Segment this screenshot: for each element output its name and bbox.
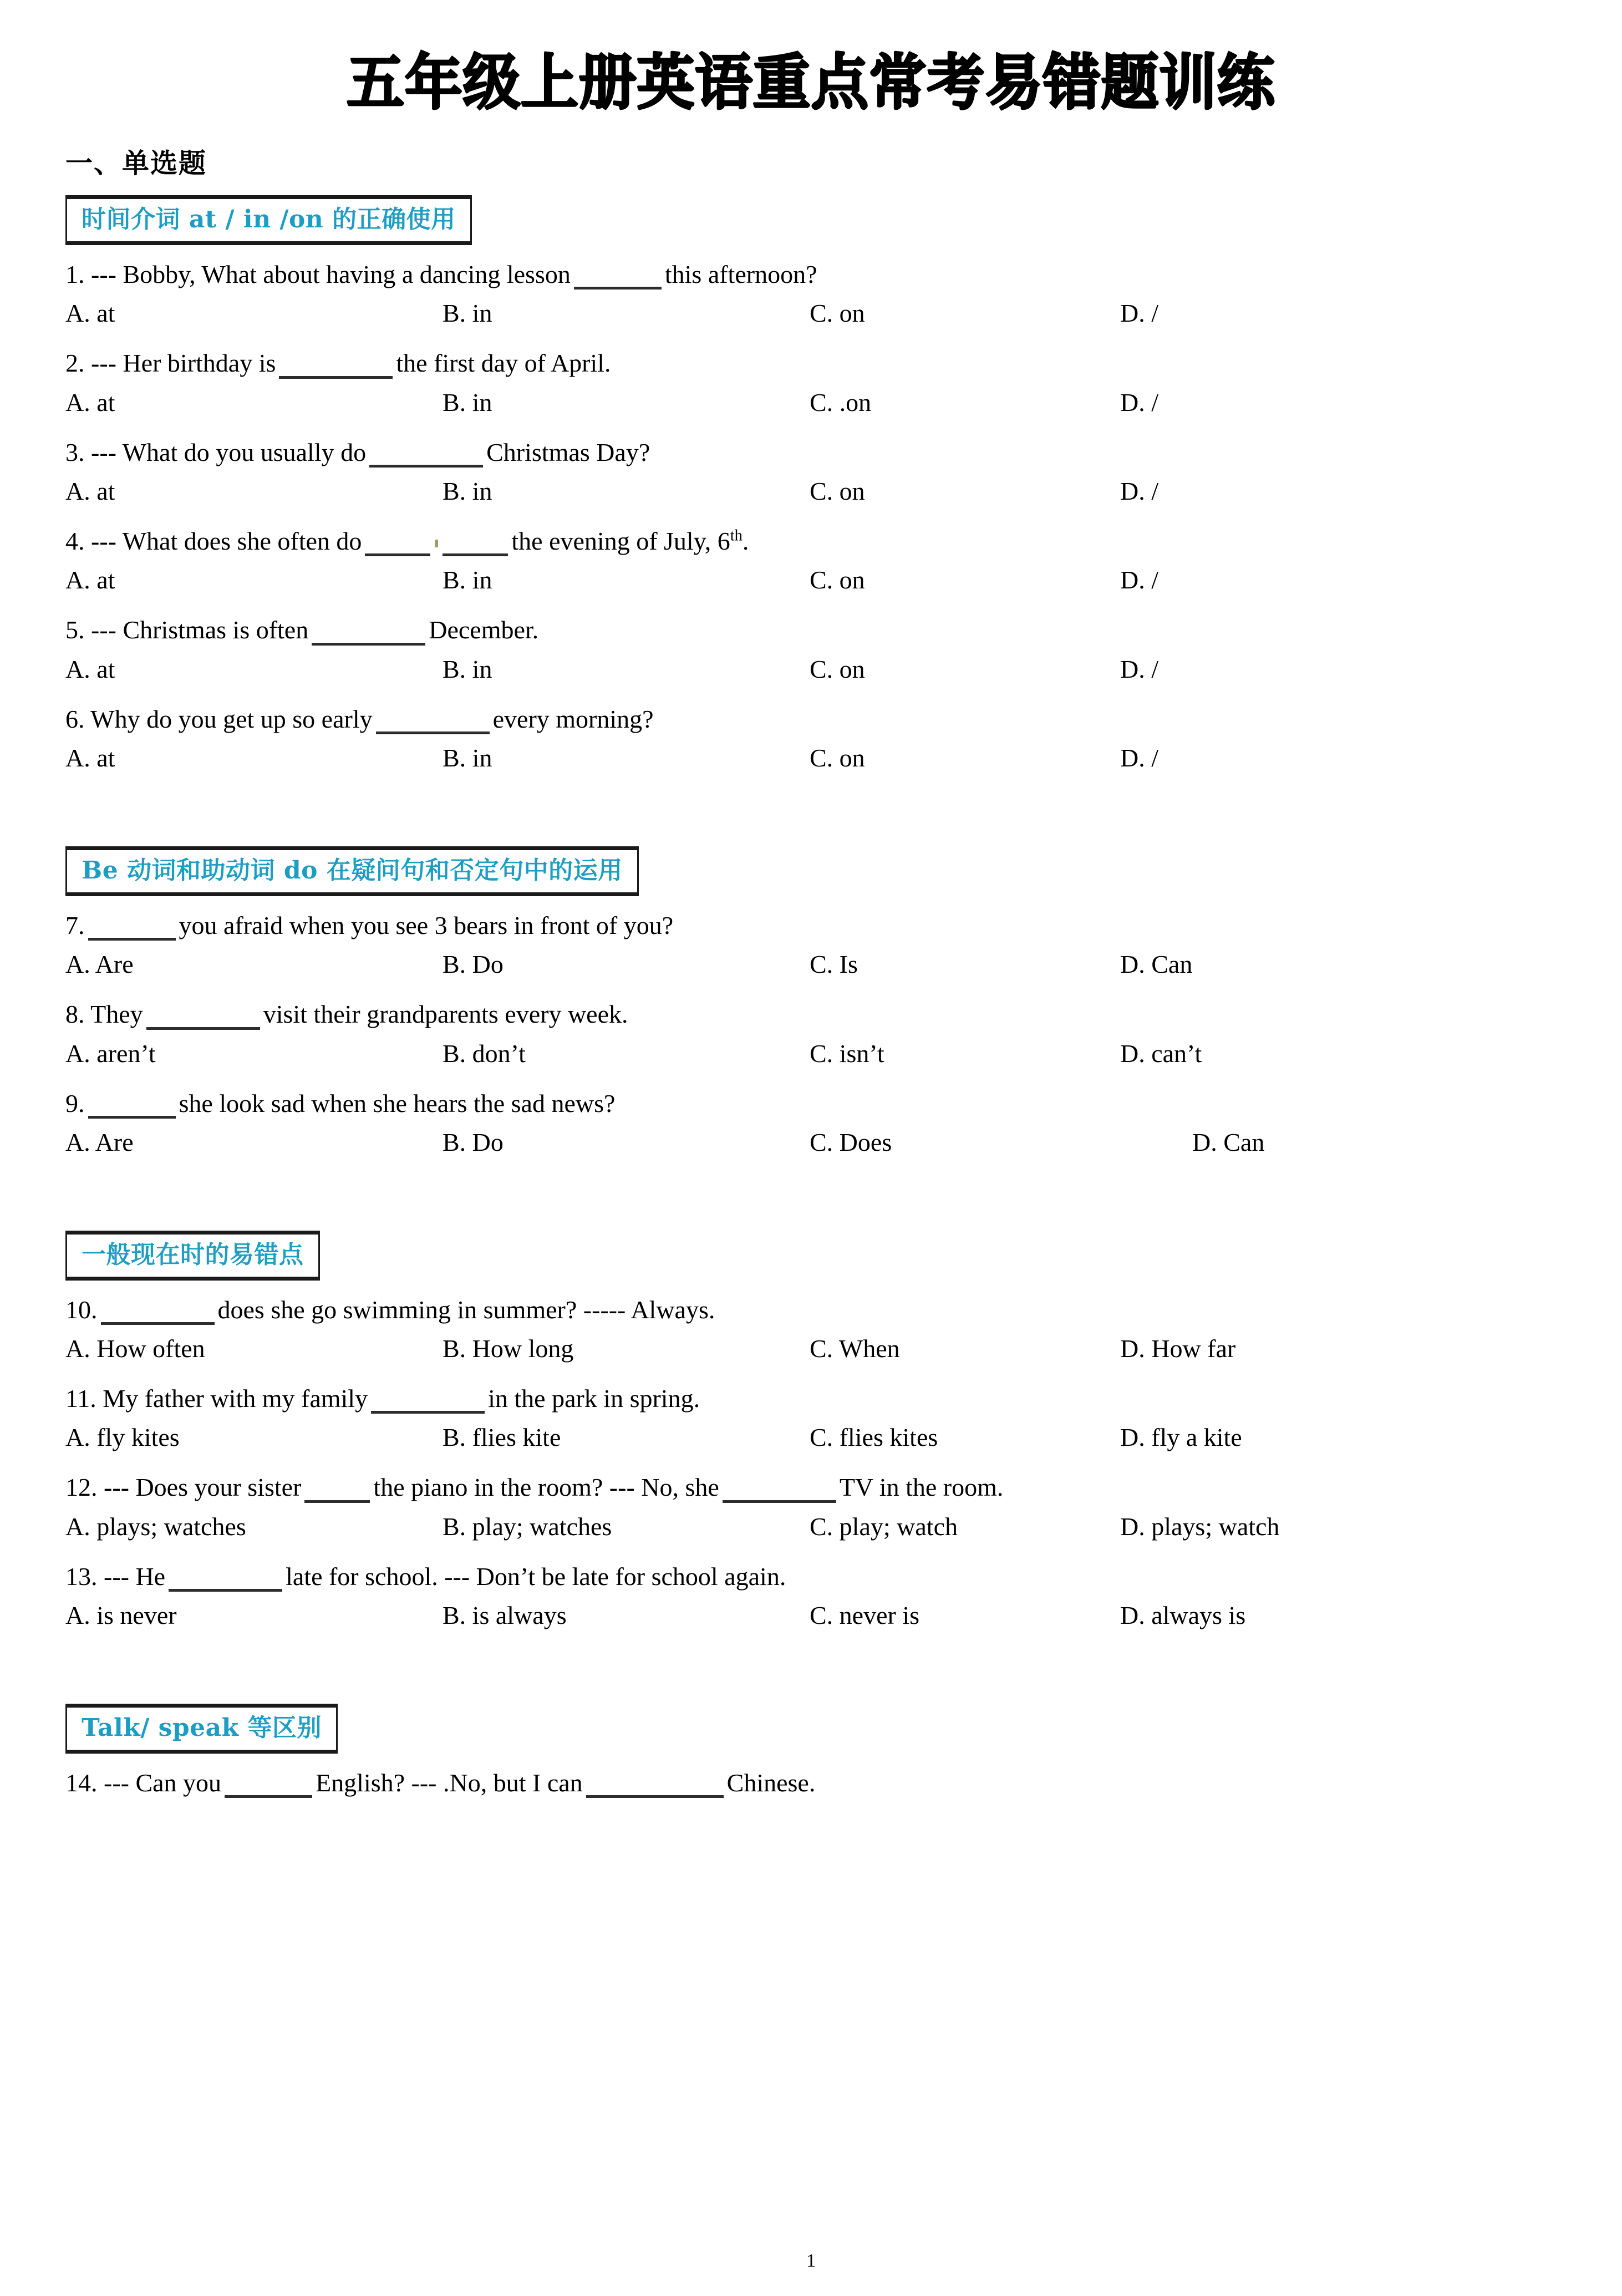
option-d[interactable]: D. /: [1120, 743, 1158, 772]
question-text: 13. --- He: [65, 1562, 166, 1591]
part-heading: 一、单选题: [65, 148, 207, 179]
answer-blank[interactable]: [369, 440, 483, 468]
question-text: 1. --- Bobby, What about having a dancing lesson: [65, 260, 571, 289]
option-a[interactable]: A. at: [65, 388, 115, 416]
option-a[interactable]: A. at: [65, 476, 115, 505]
question-text-end: .: [742, 526, 749, 555]
option-a[interactable]: A. aren’t: [65, 1039, 156, 1068]
option-b[interactable]: B. in: [443, 654, 492, 683]
section-spacer: [0, 779, 1622, 832]
option-d[interactable]: D. /: [1120, 566, 1158, 595]
option-d[interactable]: D. can’t: [1120, 1039, 1202, 1068]
option-c[interactable]: C. isn’t: [810, 1039, 884, 1068]
question-text: 9.: [65, 1089, 85, 1117]
option-a[interactable]: A. Are: [65, 1127, 134, 1156]
question-stem: [0, 1458, 1622, 1502]
option-b[interactable]: B. flies kite: [443, 1423, 561, 1452]
option-d[interactable]: D. always is: [1120, 1601, 1246, 1630]
option-row: [0, 1414, 1622, 1458]
question-text: 12. --- Does your sister: [65, 1473, 302, 1502]
question-stem: [0, 334, 1622, 378]
answer-blank[interactable]: [586, 1771, 724, 1799]
option-row: [0, 1503, 1622, 1547]
option-b[interactable]: B. in: [443, 388, 492, 416]
option-d[interactable]: D. Can: [1192, 1127, 1265, 1156]
topic-label: Talk/ speak 等区别: [82, 1714, 322, 1743]
question-stem: [0, 512, 1622, 556]
option-b[interactable]: B. in: [443, 476, 492, 505]
option-row: [0, 734, 1622, 779]
answer-blank[interactable]: [723, 1476, 836, 1503]
question-stem: [0, 1281, 1622, 1325]
option-b[interactable]: B. is always: [443, 1601, 567, 1630]
section-talk-speak: [0, 1689, 1622, 1798]
question-text: 11. My father with my family: [65, 1384, 368, 1413]
question-text-tail: she look sad when she hears the sad news?: [179, 1089, 616, 1117]
option-c[interactable]: C. When: [810, 1334, 900, 1363]
question-stem: [0, 896, 1622, 941]
option-d[interactable]: D. /: [1120, 388, 1158, 416]
answer-blank[interactable]: [146, 1003, 260, 1030]
option-a[interactable]: A. is never: [65, 1601, 177, 1630]
answer-blank[interactable]: [574, 263, 662, 290]
option-b[interactable]: B. don’t: [443, 1039, 526, 1068]
option-d[interactable]: D. How far: [1120, 1334, 1236, 1363]
option-b[interactable]: B. Do: [443, 1127, 504, 1156]
question-stem: [0, 985, 1622, 1029]
option-c[interactable]: C. on: [810, 566, 865, 595]
question-text-tail: late for school. --- Don’t be late for school again.: [286, 1562, 786, 1591]
question-text: 14. --- Can you: [65, 1769, 222, 1797]
option-row: [0, 1592, 1622, 1636]
page-title: 五年级上册英语重点常考易错题训练: [347, 48, 1275, 118]
question-text: 5. --- Christmas is often: [65, 616, 309, 644]
question-text-tail: TV in the room.: [839, 1473, 1004, 1502]
option-c[interactable]: C. Does: [810, 1127, 892, 1156]
question-text-tail: this afternoon?: [664, 260, 817, 289]
option-a[interactable]: A. plays; watches: [65, 1512, 246, 1541]
option-a[interactable]: A. How often: [65, 1334, 205, 1363]
question-stem: [0, 601, 1622, 645]
option-b[interactable]: B. Do: [443, 950, 504, 979]
topic-label: Be 动词和助动词 do 在疑问句和否定句中的运用: [82, 856, 623, 885]
option-c[interactable]: C. on: [810, 743, 865, 772]
question-text-tail: does she go swimming in summer? ----- Always.: [217, 1295, 715, 1324]
topic-box-simple-present: [65, 1231, 320, 1281]
option-a[interactable]: A. at: [65, 654, 115, 683]
question-text-mid: the piano in the room? --- No, she: [373, 1473, 719, 1502]
option-row: [0, 379, 1622, 423]
option-d[interactable]: D. fly a kite: [1120, 1423, 1242, 1452]
option-c[interactable]: C. on: [810, 654, 865, 683]
question-stem: [0, 690, 1622, 734]
question-stem: [0, 245, 1622, 289]
option-row: [0, 646, 1622, 690]
question-text: 4. --- What does she often do: [65, 526, 362, 555]
option-c[interactable]: C. .on: [810, 388, 872, 416]
question-text: 6. Why do you get up so early: [65, 704, 373, 733]
option-row: [0, 1119, 1622, 1163]
option-c[interactable]: C. on: [810, 299, 865, 328]
option-c[interactable]: C. on: [810, 476, 865, 505]
answer-blank[interactable]: [365, 530, 430, 557]
section-prepositions: [0, 181, 1622, 779]
option-d[interactable]: D. /: [1120, 476, 1158, 505]
option-a[interactable]: A. Are: [65, 950, 134, 979]
option-d[interactable]: D. /: [1120, 299, 1158, 328]
question-stem: [0, 1754, 1622, 1798]
question-stem: [0, 1369, 1622, 1414]
option-a[interactable]: A. at: [65, 743, 115, 772]
topic-box-prepositions: [65, 195, 472, 245]
option-d[interactable]: D. plays; watch: [1120, 1512, 1280, 1541]
topic-box-talk-speak: [65, 1704, 338, 1754]
question-text-tail: Chinese.: [726, 1769, 816, 1797]
option-b[interactable]: B. in: [443, 566, 492, 595]
topic-label: 时间介词 at / in /on 的正确使用: [82, 205, 456, 233]
answer-blank[interactable]: [225, 1771, 312, 1799]
question-text-mid: English? --- .No, but I can: [316, 1769, 583, 1797]
option-row: [0, 941, 1622, 985]
topic-box-be-do: [65, 846, 639, 896]
section-be-do: [0, 832, 1622, 1163]
question-text-tail: you afraid when you see 3 bears in front of you?: [179, 911, 674, 939]
question-text: 3. --- What do you usually do: [65, 438, 367, 466]
answer-blank[interactable]: [312, 618, 425, 646]
section-simple-present: [0, 1216, 1622, 1636]
option-b[interactable]: B. How long: [443, 1334, 574, 1363]
question-text-tail: the evening of July, 6: [511, 526, 730, 555]
question-text-tail: December.: [429, 616, 539, 644]
question-stem: [0, 1547, 1622, 1592]
answer-blank[interactable]: [88, 914, 176, 941]
ink-speck: [435, 540, 438, 547]
page-number: 1: [806, 2251, 816, 2271]
option-a[interactable]: A. fly kites: [65, 1423, 180, 1452]
answer-blank[interactable]: [371, 1387, 485, 1414]
option-row: [0, 1325, 1622, 1369]
option-row: [0, 556, 1622, 601]
question-text-tail: in the park in spring.: [488, 1384, 700, 1413]
answer-blank[interactable]: [169, 1564, 282, 1592]
option-row: [0, 1030, 1622, 1074]
answer-blank[interactable]: [279, 352, 393, 379]
option-c[interactable]: C. never is: [810, 1601, 920, 1630]
question-stem: [0, 1074, 1622, 1119]
option-c[interactable]: C. play; watch: [810, 1512, 958, 1541]
option-row: [0, 468, 1622, 512]
option-d[interactable]: D. Can: [1120, 950, 1193, 979]
answer-blank[interactable]: [443, 530, 508, 557]
option-row: [0, 289, 1622, 334]
question-text-tail: the first day of April.: [396, 349, 611, 378]
option-c[interactable]: C. flies kites: [810, 1423, 938, 1452]
question-text-tail: Christmas Day?: [486, 438, 650, 466]
question-text: 8. They: [65, 1000, 143, 1029]
option-a[interactable]: A. at: [65, 299, 115, 328]
option-b[interactable]: B. in: [443, 299, 492, 328]
answer-blank[interactable]: [101, 1298, 215, 1325]
question-stem: [0, 423, 1622, 468]
option-c[interactable]: C. Is: [810, 950, 858, 979]
question-text: 2. --- Her birthday is: [65, 349, 276, 378]
ordinal-suffix: th: [730, 527, 743, 545]
option-b[interactable]: B. play; watches: [443, 1512, 612, 1541]
question-text-tail: visit their grandparents every week.: [263, 1000, 628, 1029]
topic-label: 一般现在时的易错点: [82, 1240, 304, 1269]
answer-blank[interactable]: [376, 707, 490, 734]
answer-blank[interactable]: [304, 1476, 370, 1503]
option-b[interactable]: B. in: [443, 743, 492, 772]
option-a[interactable]: A. at: [65, 566, 115, 595]
section-spacer: [0, 1636, 1622, 1689]
section-spacer: [0, 1163, 1622, 1216]
question-text: 10.: [65, 1295, 98, 1324]
option-d[interactable]: D. /: [1120, 654, 1158, 683]
question-text: 7.: [65, 911, 85, 939]
question-text-tail: every morning?: [492, 704, 654, 733]
answer-blank[interactable]: [88, 1091, 176, 1119]
